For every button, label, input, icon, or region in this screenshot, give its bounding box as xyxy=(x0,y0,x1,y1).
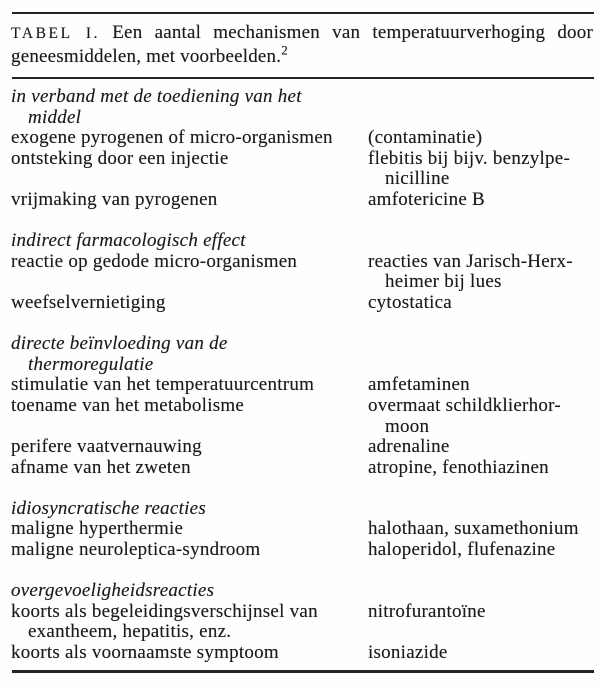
example-line: amfetaminen xyxy=(368,374,470,396)
header-rule xyxy=(12,77,594,79)
section-heading-line: middel xyxy=(28,106,82,128)
example-cell xyxy=(368,149,592,190)
example-line: (contaminatie) xyxy=(368,127,483,149)
section-heading xyxy=(11,231,592,252)
table-row xyxy=(11,540,592,561)
section-heading-line: indirect farmacologisch effect xyxy=(11,230,246,252)
table-row xyxy=(11,128,592,149)
mechanism-line: vrijmaking van pyrogenen xyxy=(11,188,218,210)
mechanism-cell xyxy=(11,540,368,561)
mechanism-line: afname van het zweten xyxy=(11,456,191,478)
mechanism-cell xyxy=(11,396,368,417)
caption-text-line1: Een aantal mechanismen van temperatuurverhoging door xyxy=(112,22,593,43)
section-heading-line: directe beïnvloeding van de xyxy=(11,333,228,355)
section-heading-line: thermoregulatie xyxy=(28,353,154,375)
table-section xyxy=(11,334,592,478)
mechanism-line: koorts als voornaamste symptoom xyxy=(11,642,279,664)
example-cell xyxy=(368,128,592,149)
mechanism-cell xyxy=(11,293,368,314)
caption-line-2 xyxy=(11,42,593,68)
mechanism-cell xyxy=(11,643,368,664)
table-row xyxy=(11,437,592,458)
table-body xyxy=(11,87,592,664)
example-cell xyxy=(368,396,592,437)
mechanism-cell xyxy=(11,437,368,458)
example-cell xyxy=(368,252,592,293)
mechanism-cell xyxy=(11,519,368,540)
section-heading-line: idiosyncratische reacties xyxy=(11,497,206,519)
mechanism-cell xyxy=(11,128,368,149)
section-heading-line: in verband met de toediening van het xyxy=(11,86,302,107)
section-heading xyxy=(11,581,592,602)
table-row xyxy=(11,149,592,190)
mechanism-line: koorts als begeleidingsverschijnsel van xyxy=(11,600,318,622)
example-cell xyxy=(368,458,592,479)
example-cell xyxy=(368,190,592,211)
table-caption xyxy=(11,21,593,68)
table-row xyxy=(11,190,592,211)
mechanism-line: reactie op gedode micro-organismen xyxy=(11,250,298,272)
example-line: reacties van Jarisch-Herx- xyxy=(368,250,573,272)
example-line: cytostatica xyxy=(368,291,452,313)
example-line: overmaat schildklierhor- xyxy=(368,394,561,416)
example-line: nicilline xyxy=(385,168,450,190)
caption-text-line2: geneesmiddelen, met voorbeelden. xyxy=(11,46,282,67)
example-cell xyxy=(368,519,592,540)
example-line: atropine, fenothiazinen xyxy=(368,456,549,478)
table-row xyxy=(11,293,592,314)
footnote-reference: 2 xyxy=(281,42,288,58)
mechanism-cell xyxy=(11,458,368,479)
table-row xyxy=(11,643,592,664)
section-heading xyxy=(11,499,592,520)
example-cell xyxy=(368,540,592,561)
table-section xyxy=(11,87,592,211)
table-number-label: TABEL I. xyxy=(11,25,101,42)
section-heading xyxy=(11,87,592,128)
table-row xyxy=(11,375,592,396)
mechanism-line: ontsteking door een injectie xyxy=(11,147,229,169)
example-line: flebitis bij bijv. benzylpe- xyxy=(368,147,571,169)
example-cell xyxy=(368,643,592,664)
mechanism-line: maligne hyperthermie xyxy=(11,518,184,540)
mechanism-line: exantheem, hepatitis, enz. xyxy=(28,621,232,643)
example-cell xyxy=(368,437,592,458)
example-line: nitrofurantoïne xyxy=(368,600,486,622)
mechanism-cell xyxy=(11,252,368,273)
example-line: adrenaline xyxy=(368,436,450,458)
table-row xyxy=(11,519,592,540)
example-line: moon xyxy=(385,415,430,437)
table-section xyxy=(11,231,592,313)
mechanism-cell xyxy=(11,149,368,170)
table-row xyxy=(11,602,592,643)
section-heading-line: overgevoeligheidsreacties xyxy=(11,580,215,602)
table-row xyxy=(11,458,592,479)
section-heading xyxy=(11,334,592,375)
mechanism-line: exogene pyrogenen of micro-organismen xyxy=(11,127,333,149)
example-line: haloperidol, flufenazine xyxy=(368,539,556,561)
example-line: heimer bij lues xyxy=(385,271,502,293)
bottom-rule xyxy=(12,670,594,673)
example-cell xyxy=(368,375,592,396)
example-line: halothaan, suxamethonium xyxy=(368,518,579,540)
top-rule xyxy=(12,12,594,14)
example-cell xyxy=(368,293,592,314)
caption-line-1 xyxy=(11,21,593,45)
table-section xyxy=(11,581,592,663)
table-row xyxy=(11,252,592,293)
table-section xyxy=(11,499,592,561)
example-line: amfotericine B xyxy=(368,188,485,210)
example-cell xyxy=(368,602,592,623)
mechanism-line: stimulatie van het temperatuurcentrum xyxy=(11,374,315,396)
mechanism-line: perifere vaatvernauwing xyxy=(11,436,202,458)
page-content xyxy=(0,12,600,673)
mechanism-line: maligne neuroleptica-syndroom xyxy=(11,539,261,561)
table-row xyxy=(11,396,592,437)
mechanism-line: toename van het metabolisme xyxy=(11,394,245,416)
mechanism-line: weefselvernietiging xyxy=(11,291,166,313)
mechanism-cell xyxy=(11,375,368,396)
example-line: isoniazide xyxy=(368,642,448,664)
mechanism-cell xyxy=(11,602,368,643)
mechanism-cell xyxy=(11,190,368,211)
